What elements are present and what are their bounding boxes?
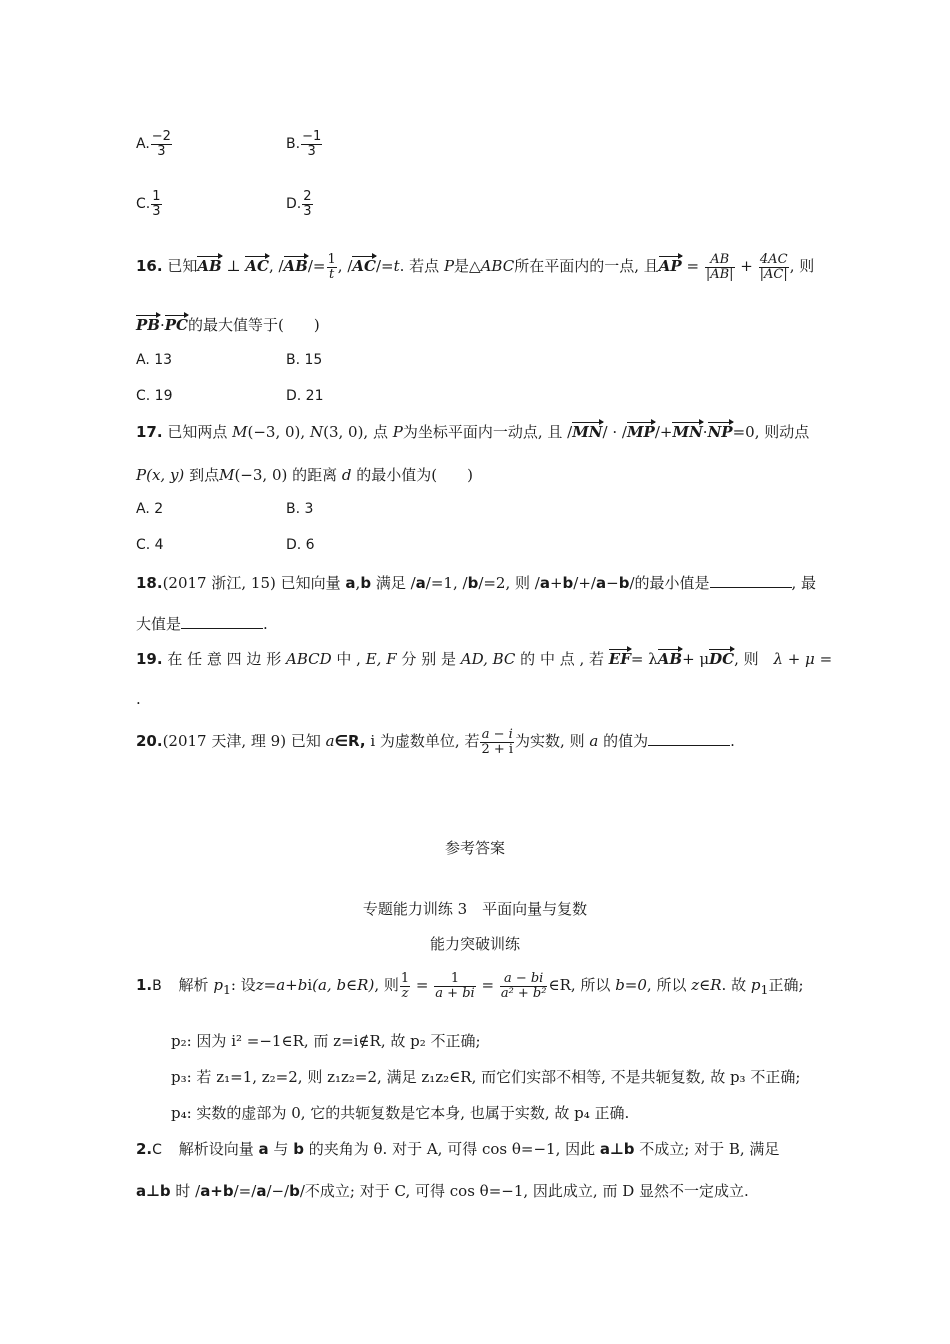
answer-2-text: /不成立; 对于 C, 可得 cos θ=−1, 因此成立, 而 D 显然不一定成立. — [299, 1182, 749, 1200]
q16-vector-pb: PB — [136, 316, 160, 334]
q18-period: . — [263, 615, 268, 633]
q15-option-a-fraction: $\frac{-2}{3}$ — [151, 129, 171, 159]
answer-2-choice: C — [152, 1142, 162, 1158]
answer-2-vec-a-2: a — [256, 1182, 267, 1200]
q18-text: 大值是 — [136, 615, 182, 633]
q16-dot: · — [159, 316, 165, 334]
q15-option-c — [136, 190, 163, 218]
q20-in-r: ∈R, — [334, 732, 366, 751]
q16-line-1 — [136, 253, 814, 281]
q20-period: . — [730, 732, 735, 751]
q19-var-ef: E, F — [365, 650, 397, 668]
answer-1-z-def: z=a+b — [255, 976, 308, 995]
q20-answer-blank[interactable] — [648, 731, 730, 746]
answer-1-text: , 所以 — [646, 976, 687, 995]
q17-text: 到点 — [189, 466, 220, 484]
q16-text: , / — [268, 257, 284, 276]
q16-text: /= — [375, 257, 394, 276]
q17-vector-mn: MN — [572, 423, 603, 441]
answer-1-fraction-1: $\frac{1}{z}$ — [400, 971, 410, 1001]
q16-text: , / — [337, 257, 353, 276]
q16-line-2 — [136, 314, 320, 335]
q16-number: 16. — [136, 257, 163, 276]
answers-heading: 参考答案 — [444, 839, 505, 857]
q18-text: , 最 — [791, 574, 817, 592]
answer-1-text: 解析 — [178, 976, 209, 995]
answer-1-i: i — [307, 976, 313, 995]
q16-text: /= — [307, 257, 326, 276]
q17-text: 的最小值为( ) — [356, 466, 473, 484]
q17-text: =0, 则动点 — [732, 423, 810, 441]
answers-section-title: 能力突破训练 — [429, 935, 520, 953]
answer-1-var-p: p — [213, 976, 223, 995]
q18-vec-a: a — [345, 574, 356, 592]
q16-text: 的最大值等于( ) — [187, 316, 320, 334]
q16-fraction-ab-unit: $\frac{AB}{|AB|}$ — [705, 252, 734, 282]
q15-option-b-label: B. — [286, 136, 301, 153]
q16-var-t: t — [393, 257, 400, 276]
answer-1-text: . 故 — [721, 976, 747, 995]
q16-var-p: P — [443, 257, 455, 276]
answer-2-line-1 — [136, 1138, 779, 1159]
q20-line-1 — [136, 728, 735, 756]
q18-vec-a-2: a — [415, 574, 426, 592]
q18-vec-a-3: a — [539, 574, 550, 592]
answer-1-text: , 则 — [374, 976, 399, 995]
q18-vec-b: b — [360, 574, 372, 592]
q16-text: 所在平面内的一点, 且 — [514, 257, 659, 276]
q16-fraction-1-over-t: $\frac{1}{t}$ — [327, 252, 336, 282]
q16-text: 是△ — [454, 257, 481, 276]
q17-option-d: D. 6 — [286, 537, 315, 553]
q18-vec-b-4: b — [618, 574, 630, 592]
answer-2-a-perp-b: a⊥b — [599, 1140, 635, 1158]
q15-option-d-label: D. — [286, 196, 302, 213]
q20-number: 20. — [136, 732, 163, 751]
q18-comma: , — [355, 574, 361, 592]
q18-text: /=2, 则 / — [478, 574, 540, 592]
q18-text: /=1, / — [425, 574, 468, 592]
q17-option-a: A. 2 — [136, 501, 164, 517]
q20-var-a-2: a — [589, 732, 599, 751]
q15-option-b — [286, 130, 323, 158]
answer-1-line-1 — [136, 972, 804, 1000]
answer-1-number: 1. — [136, 976, 153, 995]
q17-var-p-2: P — [136, 466, 147, 484]
q17-var-m-2: M — [219, 466, 235, 484]
q20-fraction: $\frac{a - i}{2 + i}$ — [481, 727, 514, 757]
answer-2-text: /=/ — [233, 1182, 257, 1200]
answer-2-text: 时 / — [175, 1182, 201, 1200]
answers-subheading: 专题能力训练 3 平面向量与复数 — [362, 900, 588, 918]
q19-text: = λ — [630, 650, 658, 668]
q16-text: , 则 — [789, 257, 815, 276]
q15-option-d-fraction: $\frac{2}{3}$ — [303, 189, 312, 219]
q19-text: , 则 — [734, 650, 759, 668]
q17-text: /+ — [654, 423, 673, 441]
answer-2-text: 不成立; 对于 B, 满足 — [639, 1140, 780, 1158]
answer-1-fraction-3: $\frac{a - bi}{\text{a² + b²}}$ — [500, 971, 547, 1001]
q17-option-c: C. 4 — [136, 537, 164, 553]
q18-vec-b-3: b — [562, 574, 574, 592]
q17-text: 已知两点 — [167, 423, 228, 441]
q17-text: 为坐标平面内一动点, 且 / — [402, 423, 573, 441]
q17-dot: · — [702, 423, 708, 441]
q20-text: i 为虚数单位, 若 — [370, 732, 480, 751]
q17-line-1 — [136, 421, 809, 442]
q19-vector-ab: AB — [657, 650, 683, 668]
q17-vector-mn-2: MN — [672, 423, 703, 441]
q15-option-c-fraction: $\frac{1}{3}$ — [152, 189, 161, 219]
q17-text: (−3, 0), — [247, 423, 306, 441]
q16-text: 已知 — [167, 257, 198, 276]
q20-text: 为实数, 则 — [515, 732, 585, 751]
q19-var-adbc: AD, BC — [460, 650, 516, 668]
q17-var-p: P — [392, 423, 403, 441]
answer-1-eq: = — [415, 976, 429, 995]
q19-vector-ef: EF — [608, 650, 631, 668]
answer-1-eq: = — [481, 976, 495, 995]
answer-1-line-4: p₄: 实数的虚部为 0, 它的共轭复数是它本身, 也属于实数, 故 p₄ 正确. — [171, 1104, 630, 1122]
q16-vector-ac-2: AC — [352, 257, 376, 276]
answer-1-b0: b=0 — [615, 976, 647, 995]
q17-text: (3, 0), 点 — [323, 423, 388, 441]
q17-text: (−3, 0) 的距离 — [234, 466, 338, 484]
q18-plus: + — [549, 574, 563, 592]
q16-vector-ac: AC — [245, 257, 269, 276]
q15-option-c-label: C. — [136, 196, 151, 213]
q16-option-b: B. 15 — [286, 352, 323, 368]
q15-option-a-label: A. — [136, 136, 150, 153]
answer-1-text: 正确; — [768, 976, 804, 995]
q16-fraction-ac-unit: $\frac{4AC}{|AC|}$ — [759, 252, 788, 282]
answer-2-text: 的夹角为 θ. 对于 A, 可得 cos θ=−1, 因此 — [308, 1140, 596, 1158]
q17-vector-mp: MP — [626, 423, 655, 441]
q17-line-2 — [136, 464, 473, 485]
q19-line-1 — [136, 648, 832, 669]
answer-1-line-2: p₂: 因为 i² =−1∈R, 而 z=i∉R, 故 p₂ 不正确; — [171, 1032, 481, 1050]
answer-1-line-3: p₃: 若 z₁=1, z₂=2, 则 z₁z₂=2, 满足 z₁z₂∈R, 而它们实部不相等, 不是共轭复数, 故 p₃ 不正确; — [171, 1068, 801, 1086]
q19-expression: λ + μ = — [773, 650, 833, 668]
answer-2-vec-b: b — [293, 1140, 304, 1158]
q19-line-2: . — [136, 690, 141, 708]
answer-1-subscript: 1 — [760, 982, 769, 998]
answer-2-vec-a: a — [258, 1140, 269, 1158]
q17-vector-np: NP — [707, 423, 733, 441]
q18-vec-a-4: a — [595, 574, 607, 592]
q16-option-a: A. 13 — [136, 352, 173, 368]
answer-1-fraction-2: $\frac{1}{a + bi}$ — [435, 971, 475, 1001]
q18-line-1 — [136, 572, 816, 593]
q16-vector-ab: AB — [197, 257, 222, 276]
q20-text: 的值为 — [603, 732, 649, 751]
q18-answer-blank-max[interactable] — [181, 614, 263, 629]
q20-text: (2017 天津, 理 9) 已知 — [162, 732, 321, 751]
q17-text: / · / — [602, 423, 627, 441]
q16-vector-pc: PC — [164, 316, 188, 334]
q18-vec-b-2: b — [467, 574, 479, 592]
q18-line-2 — [136, 613, 268, 634]
q18-text: 满足 / — [375, 574, 416, 592]
answer-2-line-2 — [136, 1180, 749, 1201]
answer-1-var-p-2: p — [750, 976, 761, 995]
q17-var-d: d — [341, 466, 352, 484]
q18-text: (2017 浙江, 15) 已知向量 — [162, 574, 341, 592]
q15-option-a — [136, 130, 173, 158]
q18-answer-blank-min[interactable] — [710, 573, 792, 588]
q18-text: /+/ — [573, 574, 596, 592]
answer-1-text: : 设 — [230, 976, 256, 995]
q17-coords: (x, y) — [146, 466, 185, 484]
answer-1-z-in-r: z∈R — [691, 976, 722, 995]
q19-text: 分 别 是 — [401, 650, 456, 668]
q16-equals: = — [686, 257, 700, 276]
answer-2-text: 解析设向量 — [178, 1140, 254, 1158]
q19-text: + μ — [682, 650, 710, 668]
q17-option-b: B. 3 — [286, 501, 314, 517]
q16-option-c: C. 19 — [136, 388, 173, 404]
q17-var-m: M — [232, 423, 248, 441]
q19-text: 中 , — [336, 650, 361, 668]
q15-option-d — [286, 190, 314, 218]
q17-number: 17. — [136, 423, 163, 441]
answer-2-text: 与 — [273, 1140, 289, 1158]
q18-text: /的最小值是 — [629, 574, 710, 592]
answer-1-choice: B — [152, 978, 162, 995]
answer-2-a-perp-b-2: a⊥b — [136, 1182, 171, 1200]
q19-number: 19. — [136, 650, 163, 668]
q16-vector-ap: AP — [658, 257, 682, 276]
answer-1-subscript: 1 — [222, 982, 231, 998]
q20-var-a: a — [325, 732, 335, 751]
q16-perp-symbol: ⊥ — [226, 257, 241, 276]
answer-1-ab: (a, b∈R) — [312, 976, 375, 995]
q18-minus: − — [606, 574, 619, 592]
answer-2-vec-b-2: b — [289, 1182, 300, 1200]
q19-text: 在 任 意 四 边 形 — [167, 650, 282, 668]
q16-text: . 若点 — [399, 257, 440, 276]
answer-2-number: 2. — [136, 1140, 153, 1158]
q15-option-b-fraction: $\frac{-1}{3}$ — [302, 129, 322, 159]
q19-text: 的 中 点 , 若 — [520, 650, 605, 668]
q18-number: 18. — [136, 574, 163, 592]
answer-2-text: /−/ — [266, 1182, 290, 1200]
answer-2-a-plus-b: a+b — [200, 1182, 234, 1200]
q16-option-d: D. 21 — [286, 388, 324, 404]
q17-var-n: N — [309, 423, 324, 441]
q19-var-abcd: ABCD — [285, 650, 332, 668]
q16-plus: + — [740, 257, 753, 276]
q16-var-abc: ABC — [480, 257, 515, 276]
q19-vector-dc: DC — [709, 650, 735, 668]
q16-vector-ab-2: AB — [283, 257, 308, 276]
answer-1-text: ∈R, 所以 — [548, 976, 611, 995]
